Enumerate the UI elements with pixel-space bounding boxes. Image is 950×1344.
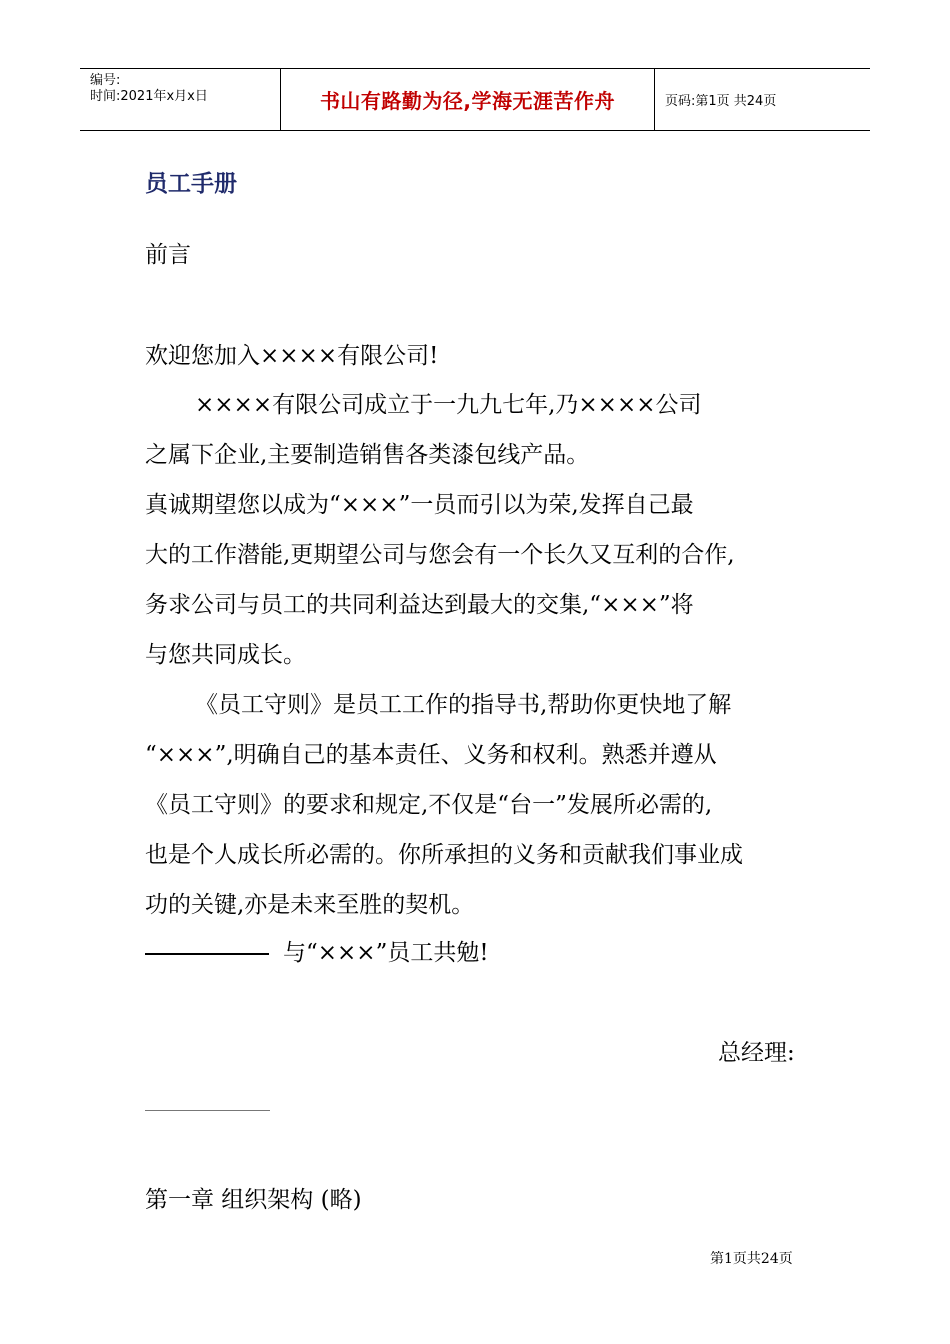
welcome-line: 欢迎您加入××××有限公司! [145, 343, 439, 369]
header-page-info: 页码:第1页 共24页 [665, 94, 777, 109]
paragraph-2-line-4: 与您共同成长。 [145, 642, 306, 668]
paragraph-3-line-3: 《员工守则》的要求和规定,不仅是“台一”发展所必需的, [145, 792, 713, 818]
paragraph-3-line-1: 《员工守则》是员工工作的指导书,帮助你更快地了解 [195, 692, 732, 718]
paragraph-2-line-3: 务求公司与员工的共同利益达到最大的交集,“×××”将 [145, 592, 694, 618]
signature-label: 总经理: [718, 1040, 795, 1066]
paragraph-1-line-1: ××××有限公司成立于一九九七年,乃××××公司 [195, 392, 702, 418]
page-header [80, 68, 870, 131]
header-meta [80, 69, 281, 130]
paragraph-2-line-2: 大的工作潜能,更期望公司与您会有一个长久又互利的合作, [145, 542, 735, 568]
chapter-1-heading: 第一章 组织架构 (略) [145, 1187, 362, 1213]
page-footer: 第1页共24页 [710, 1251, 793, 1267]
closing-dash [145, 953, 269, 955]
paragraph-3-line-4: 也是个人成长所必需的。你所承担的义务和贡献我们事业成 [145, 842, 743, 868]
time-label: 时间:2021年x月x日 [90, 89, 208, 104]
paragraph-1-line-2: 之属下企业,主要制造销售各类漆包线产品。 [145, 442, 590, 468]
paragraph-3-line-2: “×××”,明确自己的基本责任、义务和权利。熟悉并遵从 [145, 742, 717, 768]
closing-line [145, 938, 489, 968]
preface-heading: 前言 [145, 242, 191, 268]
paragraph-3-line-5: 功的关键,亦是未来至胜的契机。 [145, 892, 475, 918]
paragraph-2-line-1: 真诚期望您以成为“×××”一员而引以为荣,发挥自己最 [145, 492, 694, 518]
number-label: 编号: [90, 73, 121, 88]
closing-text: 与“×××”员工共勉! [283, 940, 489, 966]
document-title: 员工手册 [145, 171, 237, 197]
header-motto: 书山有路勤为径,学海无涯苦作舟 [281, 69, 655, 130]
signature-underline [145, 1110, 270, 1111]
